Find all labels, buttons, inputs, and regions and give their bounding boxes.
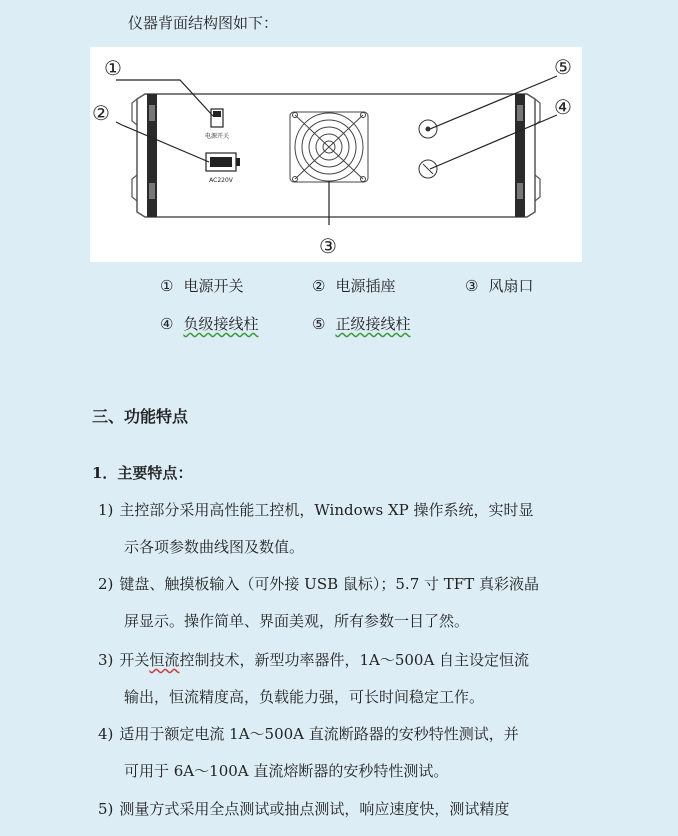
- item-text-cont: 输出，恒流精度高，负载能力强，可长时间稳定工作。: [124, 688, 485, 706]
- item-text-marked: 恒流: [149, 651, 180, 669]
- power-switch: [211, 109, 223, 127]
- legend-num: ②: [312, 277, 326, 295]
- legend-text: 正级接线柱: [335, 315, 411, 333]
- callout-3: ③: [319, 234, 337, 258]
- list-item: [98, 791, 598, 828]
- item-text-cont: 可用于 6A～100A 直流熔断器的安秒特性测试。: [124, 762, 449, 780]
- legend-num: ④: [160, 315, 174, 333]
- item-text: 测量方式采用全点测试或抽点测试，响应速度快，测试精度: [119, 800, 510, 818]
- item-text: 适用于额定电流 1A～500A 直流断路器的安秒特性测试，并: [119, 725, 519, 743]
- positive-terminal: [419, 120, 437, 138]
- legend-item-4: [160, 313, 258, 334]
- section-title: 三、功能特点: [92, 407, 189, 426]
- switch-caption: 电源开关: [204, 133, 230, 140]
- power-socket: [206, 153, 240, 171]
- item-text-cont: 示各项参数曲线图及数值。: [124, 538, 305, 556]
- item-text: 控制技术，新型功率器件，1A～500A 自主设定恒流: [179, 651, 530, 669]
- legend-num: ⑤: [312, 315, 326, 333]
- legend-item-3: [465, 275, 533, 296]
- item-text: 主控部分采用高性能工控机，Windows XP 操作系统，实时显: [119, 501, 534, 519]
- callout-2: ②: [92, 101, 110, 125]
- legend-text: 电源插座: [335, 277, 396, 295]
- callout-1: ①: [104, 56, 122, 80]
- legend-text: 电源开关: [183, 277, 244, 295]
- legend-item-1: [160, 275, 243, 296]
- legend-text: 负级接线柱: [183, 315, 259, 333]
- intro-text: 仪器背面结构图如下：: [128, 14, 279, 32]
- item-text: 开关: [119, 651, 150, 669]
- callout-4: ④: [554, 95, 572, 119]
- legend-text: 风扇口: [488, 277, 534, 295]
- item-num: 3): [98, 651, 114, 669]
- item-num: 4): [98, 725, 114, 743]
- legend-num: ①: [160, 277, 174, 295]
- negative-terminal: [419, 160, 437, 178]
- item-num: 5): [98, 800, 114, 818]
- socket-caption: AC220V: [209, 177, 233, 184]
- legend-item-2: [312, 275, 395, 296]
- item-text-cont: 屏显示。操作简单、界面美观，所有参数一目了然。: [124, 612, 470, 630]
- list-item: [98, 716, 598, 790]
- rear-panel-figure: [90, 47, 582, 262]
- legend-num: ③: [465, 277, 479, 295]
- item-num: 1): [98, 501, 114, 519]
- legend-item-5: [312, 313, 410, 334]
- list-item: [98, 492, 598, 566]
- list-item: [98, 566, 598, 640]
- list-item: [98, 642, 598, 716]
- sub-title: 1．主要特点：: [92, 464, 193, 482]
- callout-5: ⑤: [554, 55, 572, 79]
- item-text: 键盘、触摸板输入（可外接 USB 鼠标）；5.7 寸 TFT 真彩液晶: [119, 575, 539, 593]
- item-num: 2): [98, 575, 114, 593]
